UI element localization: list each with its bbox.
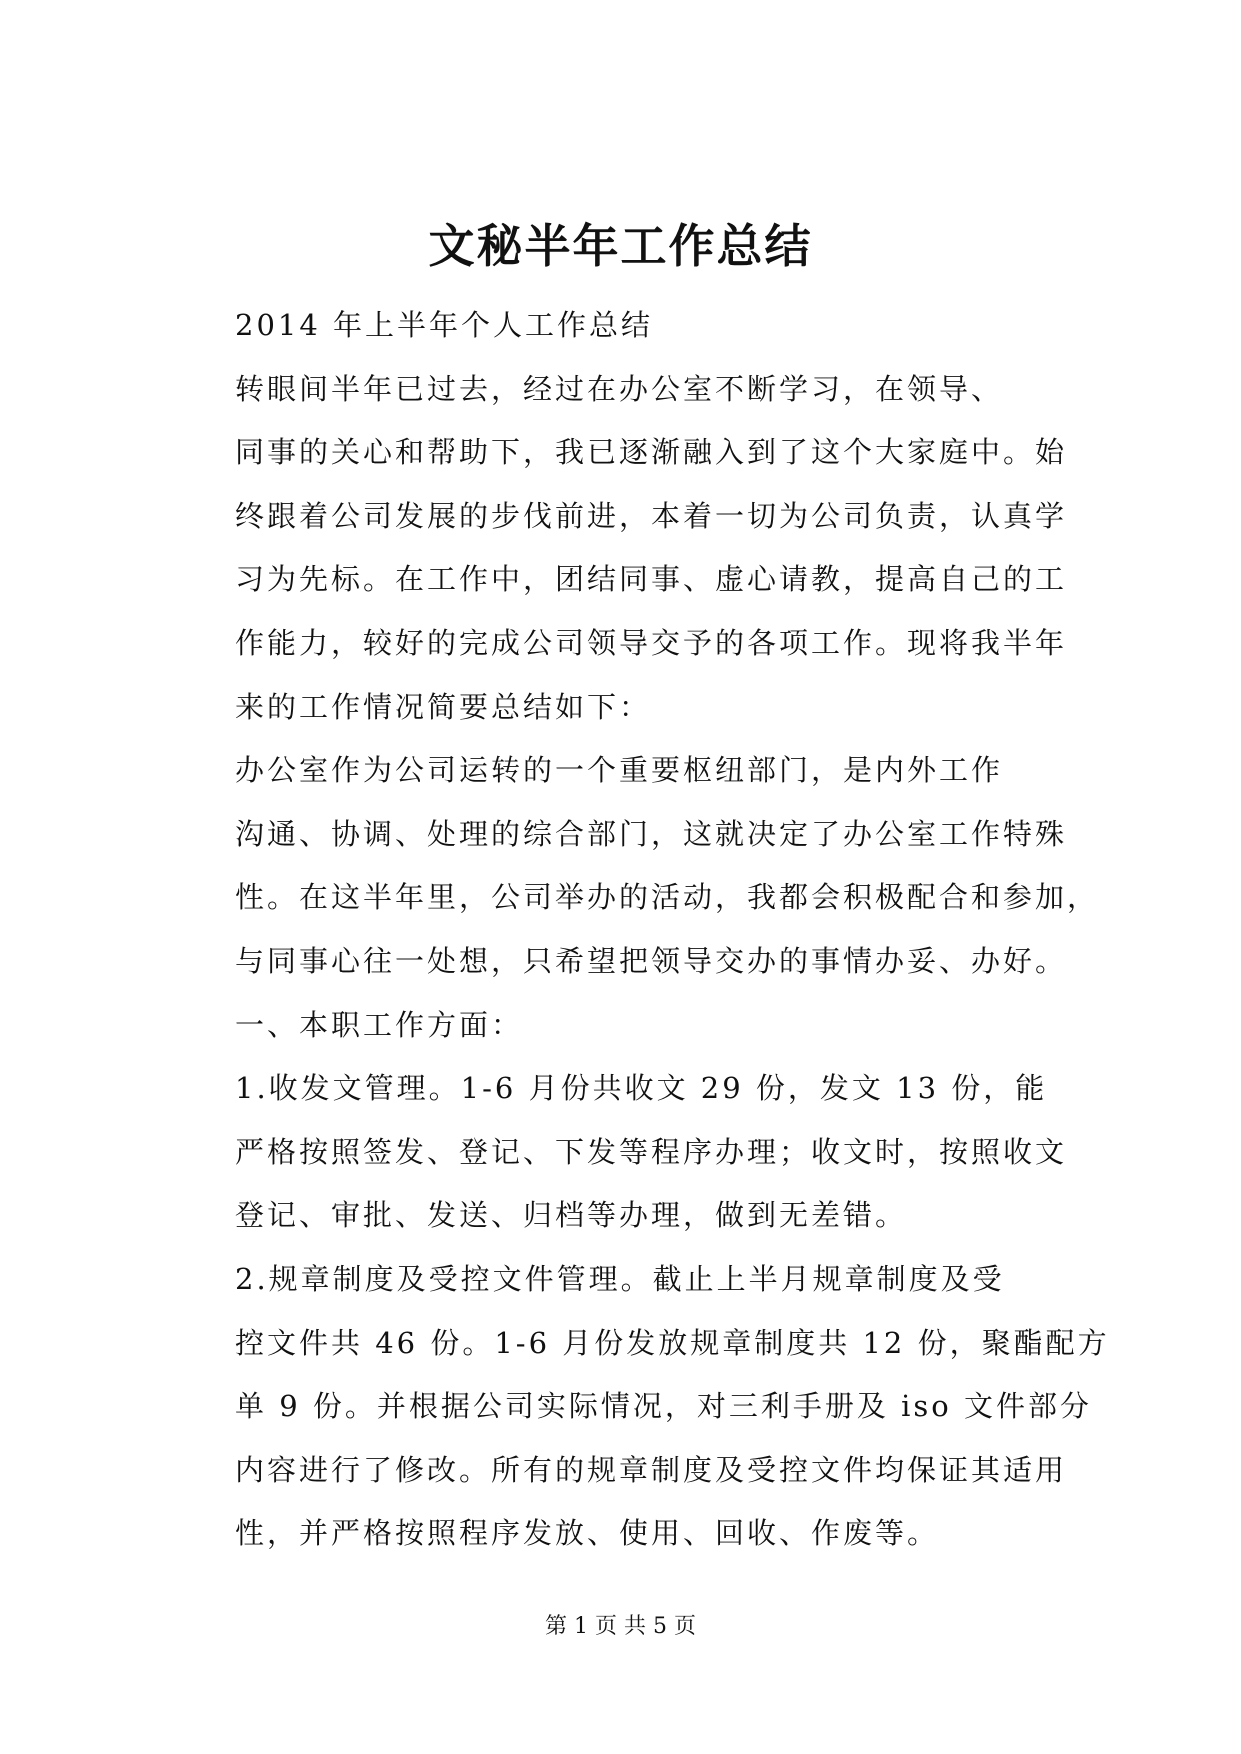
document-body — [235, 294, 1135, 1566]
text-line: 2014 年上半年个人工作总结 — [235, 308, 654, 342]
text-line: 转眼间半年已过去，经过在办公室不断学习，在领导、 — [235, 371, 1004, 406]
text-line: 与同事心往一处想，只希望把领导交办的事情办妥、办好。 — [235, 943, 1068, 978]
text-line: 性，并严格按照程序发放、使用、回收、作废等。 — [235, 1516, 940, 1551]
document-title: 文秘半年工作总结 — [428, 219, 813, 273]
text-line: 严格按照签发、登记、下发等程序办理；收文时，按照收文 — [235, 1134, 1068, 1169]
text-line: 办公室作为公司运转的一个重要枢纽部门，是内外工作 — [235, 753, 1004, 788]
text-line: 单 9 份。并根据公司实际情况，对三利手册及 iso 文件部分 — [235, 1389, 1092, 1424]
text-line: 同事的关心和帮助下，我已逐渐融入到了这个大家庭中。始 — [235, 435, 1068, 470]
text-line: 登记、审批、发送、归档等办理，做到无差错。 — [235, 1198, 908, 1233]
text-line: 作能力，较好的完成公司领导交予的各项工作。现将我半年 — [235, 625, 1068, 660]
text-line: 习为先标。在工作中，团结同事、虚心请教，提高自己的工 — [235, 562, 1068, 597]
text-line: 内容进行了修改。所有的规章制度及受控文件均保证其适用 — [235, 1452, 1068, 1487]
text-line: 性。在这半年里，公司举办的活动，我都会积极配合和参加， — [235, 880, 1100, 915]
section-heading: 一、本职工作方面： — [235, 1007, 524, 1042]
text-line: 控文件共 46 份。1-6 月份发放规章制度共 12 份，聚酯配方 — [235, 1325, 1110, 1360]
text-line: 沟通、协调、处理的综合部门，这就决定了办公室工作特殊 — [235, 816, 1068, 851]
text-line: 2.规章制度及受控文件管理。截止上半月规章制度及受 — [235, 1261, 1005, 1296]
text-line: 来的工作情况简要总结如下： — [235, 689, 652, 724]
text-line: 终跟着公司发展的步伐前进，本着一切为公司负责，认真学 — [235, 498, 1068, 533]
text-line: 1.收发文管理。1-6 月份共收文 29 份，发文 13 份，能 — [235, 1071, 1048, 1106]
page-footer: 第 1 页 共 5 页 — [545, 1614, 696, 1639]
